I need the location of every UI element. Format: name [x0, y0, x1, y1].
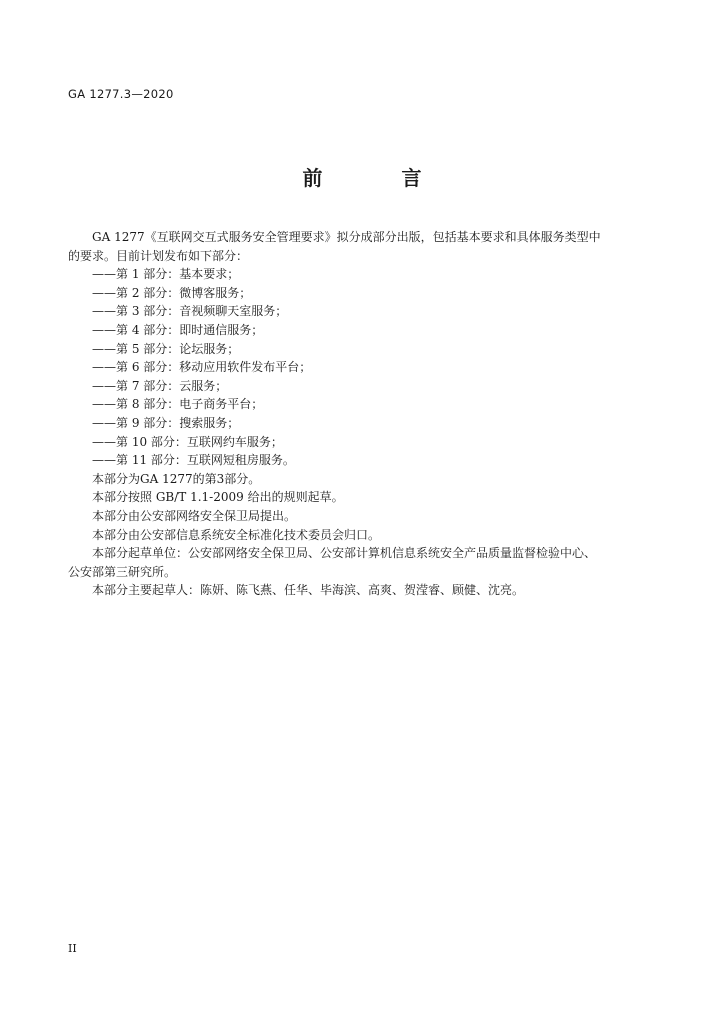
list-item: ——第 8 部分：电子商务平台； [92, 397, 264, 412]
list-item: ——第 5 部分：论坛服务； [92, 341, 240, 356]
list-item: ——第 1 部分：基本要求； [92, 267, 240, 282]
centralized-by-statement: 本部分由公安部信息系统安全标准化技术委员会归口。 [92, 527, 381, 542]
list-item: ——第 10 部分：互联网约车服务； [92, 434, 283, 449]
intro-paragraph-line-1: GA 1277《互联网交互式服务安全管理要求》拟分成部分出版，包括基本要求和具体服务类型中 [92, 230, 601, 244]
list-item: ——第 4 部分：即时通信服务； [92, 322, 264, 337]
list-item: ——第 11 部分：互联网短租房服务。 [92, 453, 295, 468]
main-drafters-statement: 本部分主要起草人：陈妍、陈飞燕、任华、毕海滨、高爽、贺滢睿、顾健、沈亮。 [92, 583, 525, 598]
list-item: ——第 6 部分：移动应用软件发布平台； [92, 360, 312, 375]
proposer-statement: 本部分由公安部网络安全保卫局提出。 [92, 508, 297, 523]
list-item: ——第 7 部分：云服务； [92, 378, 228, 393]
page-number: II [68, 942, 77, 955]
drafting-units-line-2: 公安部第三研究所。 [68, 564, 177, 579]
list-item: ——第 9 部分：搜索服务； [92, 415, 240, 430]
page-title: 前 言 [302, 166, 458, 190]
document-identifier: GA 1277.3—2020 [68, 87, 174, 101]
list-item: ——第 3 部分：音视频聊天室服务； [92, 304, 288, 319]
list-item: ——第 2 部分：微博客服务； [92, 285, 252, 300]
drafting-rules-statement: 本部分按照 GB/T 1.1-2009 给出的规则起草。 [92, 490, 344, 505]
intro-paragraph-line-2: 的要求。目前计划发布如下部分： [68, 248, 249, 263]
part-statement: 本部分为GA 1277的第3部分。 [92, 471, 261, 486]
drafting-units-line-1: 本部分起草单位：公安部网络安全保卫局、公安部计算机信息系统安全产品质量监督检验中心、 [92, 546, 597, 561]
document-body [68, 228, 656, 600]
parts-list [68, 265, 656, 470]
